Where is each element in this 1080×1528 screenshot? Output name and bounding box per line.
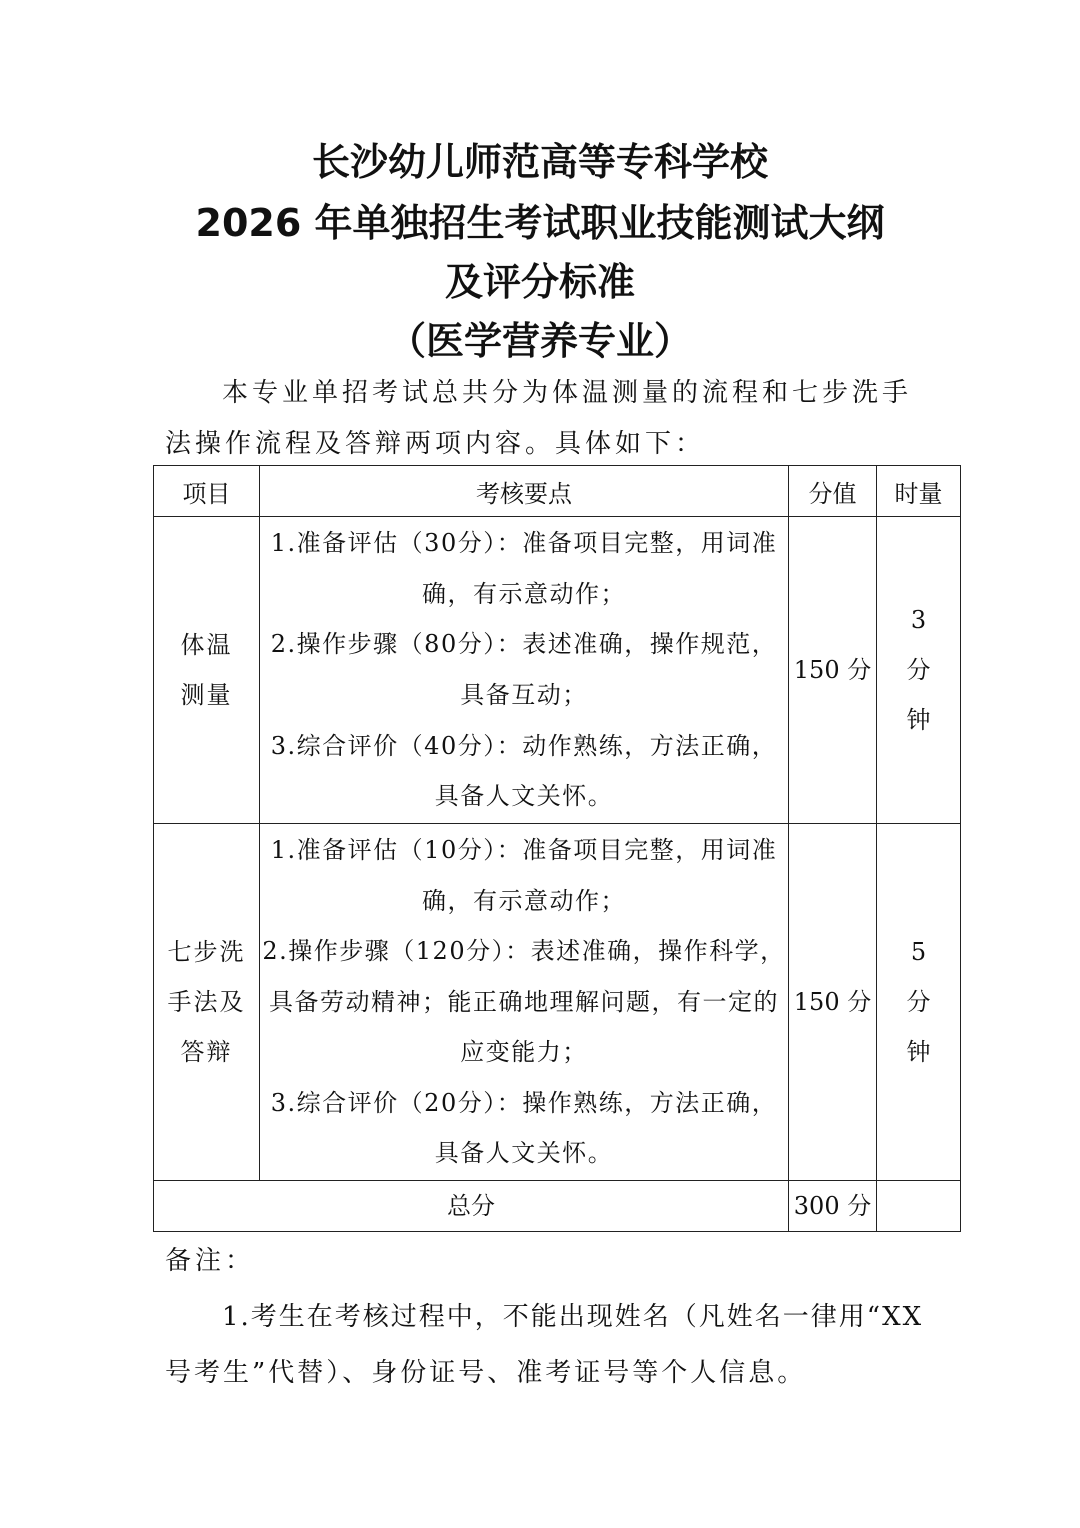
item-cell	[154, 824, 260, 1181]
point-line: 应变能力；	[460, 1038, 588, 1067]
item-line: 测量	[180, 681, 233, 709]
item-line: 七步洗	[167, 938, 246, 966]
table-header-row	[154, 466, 961, 517]
table-row	[154, 517, 961, 824]
point-line: 确，有示意动作；	[422, 886, 626, 915]
note-line-2: 号考生”代替）、身份证号、准考证号等个人信息。	[165, 1358, 807, 1388]
time-cell	[877, 824, 961, 1181]
total-time-empty	[877, 1181, 961, 1232]
point-line: 具备人文关怀。	[434, 782, 614, 811]
notes-label: 备注：	[165, 1246, 256, 1276]
total-row	[154, 1181, 961, 1232]
total-label: 总分	[154, 1181, 789, 1232]
title-scoring: 及评分标准	[444, 260, 635, 304]
header-item: 项目	[154, 466, 260, 517]
item-line: 手法及	[167, 988, 246, 1016]
point-line: 3.综合评价（40分）：动作熟练，方法正确，	[270, 731, 778, 760]
point-line: 具备互动；	[460, 681, 588, 709]
point-line: 具备人文关怀。	[434, 1139, 614, 1168]
title-school: 长沙幼儿师范高等专科学校	[311, 140, 768, 184]
score-cell: 150 分	[789, 824, 877, 1181]
title-outline: 2026 年单独招生考试职业技能测试大纲	[195, 201, 885, 245]
point-line: 确，有示意动作；	[422, 579, 626, 608]
point-line: 3.综合评价（20分）：操作熟练，方法正确，	[270, 1088, 778, 1117]
item-cell	[154, 517, 260, 824]
header-time: 时量	[877, 466, 961, 517]
point-line: 1.准备评估（30分）：准备项目完整，用词准	[270, 529, 778, 558]
points-cell	[260, 517, 789, 824]
total-score: 300 分	[789, 1181, 877, 1232]
time-line: 3	[910, 606, 927, 634]
time-line: 5	[910, 938, 927, 966]
point-line: 2.操作步骤（80分）：表述准确，操作规范，	[270, 630, 778, 659]
time-line: 钟	[906, 1038, 931, 1066]
time-line: 钟	[906, 706, 931, 734]
table-row	[154, 824, 961, 1181]
point-line: 具备劳动精神；能正确地理解问题，有一定的	[269, 987, 779, 1016]
item-line: 体温	[180, 631, 233, 659]
time-line: 分	[906, 988, 931, 1016]
intro-line-1: 本专业单招考试总共分为体温测量的流程和七步洗手	[222, 378, 913, 408]
point-line: 2.操作步骤（120分）：表述准确，操作科学，	[262, 937, 786, 966]
assessment-table	[153, 465, 961, 1232]
intro-line-2: 法操作流程及答辩两项内容。具体如下：	[165, 429, 706, 459]
title-major: （医学营养专业）	[387, 319, 692, 363]
header-points: 考核要点	[260, 466, 789, 517]
score-cell: 150 分	[789, 517, 877, 824]
time-line: 分	[906, 656, 931, 684]
time-cell	[877, 517, 961, 824]
point-line: 1.准备评估（10分）：准备项目完整，用词准	[270, 835, 778, 864]
header-score: 分值	[789, 466, 877, 517]
item-line: 答辩	[180, 1038, 233, 1066]
points-cell	[260, 824, 789, 1181]
note-line-1: 1.考生在考核过程中，不能出现姓名（凡姓名一律用“XX	[222, 1302, 924, 1332]
